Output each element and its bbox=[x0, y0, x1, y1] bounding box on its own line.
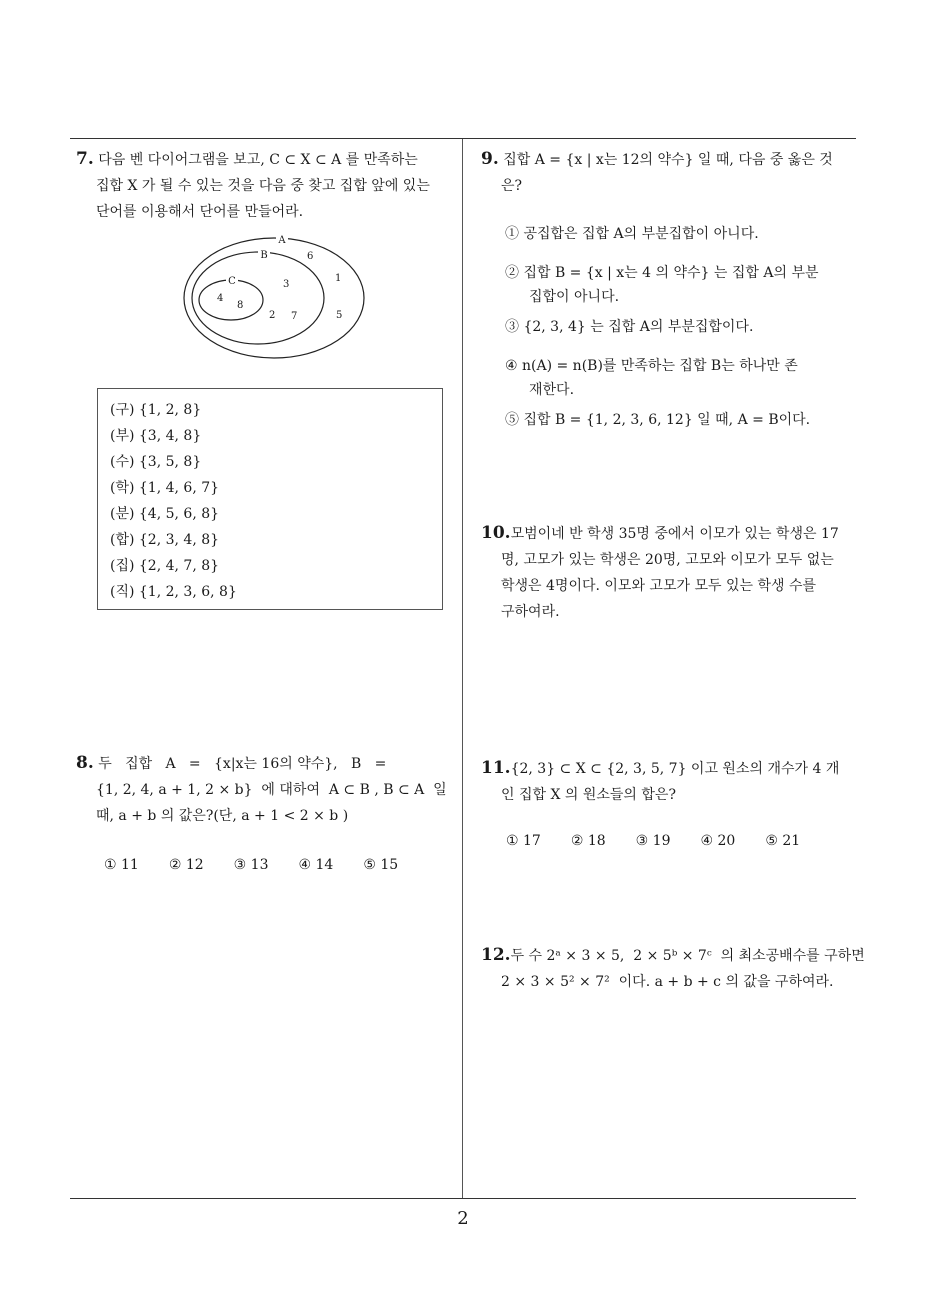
question-8-line-3: 때, a + b 의 값은?(단, a + 1 < 2 × b ) bbox=[96, 808, 349, 824]
option-item: (직) {1, 2, 3, 6, 8} bbox=[110, 584, 237, 600]
venn-label-c: C bbox=[228, 276, 236, 287]
question-9 bbox=[481, 146, 861, 199]
choice-item[interactable]: ② 12 bbox=[168, 857, 204, 873]
question-10-number: 10. bbox=[481, 523, 511, 543]
bottom-rule bbox=[70, 1198, 856, 1199]
choice-item[interactable]: ③ {2, 3, 4} 는 집합 A의 부분집합이다. bbox=[505, 319, 754, 335]
venn-number: 7 bbox=[291, 311, 298, 322]
venn-label-b: B bbox=[260, 250, 268, 261]
venn-set-b bbox=[192, 252, 324, 344]
choice-item[interactable]: ⑤ 21 bbox=[765, 833, 801, 849]
question-10-line-1: 10.모범이네 반 학생 35명 중에서 이모가 있는 학생은 17 bbox=[481, 523, 839, 543]
venn-number: 6 bbox=[307, 251, 314, 262]
question-12 bbox=[481, 942, 865, 995]
question-9-line-2: 은? bbox=[501, 178, 523, 194]
question-8-choices bbox=[104, 857, 428, 873]
option-item: (분) {4, 5, 6, 8} bbox=[110, 506, 220, 522]
question-8 bbox=[76, 750, 462, 829]
choice-item[interactable]: ② 18 bbox=[570, 833, 606, 849]
choice-item[interactable]: ② 집합 B = {x | x는 4 의 약수} 는 집합 A의 부분 집합이 아니다. bbox=[505, 265, 819, 305]
venn-number: 2 bbox=[269, 310, 276, 321]
question-7-line-1: 7. 다음 벤 다이어그램을 보고, C ⊂ X ⊂ A 를 만족하는 bbox=[76, 149, 418, 169]
choice-item[interactable]: ① 17 bbox=[506, 833, 541, 849]
option-item: (부) {3, 4, 8} bbox=[110, 428, 202, 444]
top-rule bbox=[70, 138, 856, 139]
choice-item[interactable]: ⑤ 집합 B = {1, 2, 3, 6, 12} 일 때, A = B이다. bbox=[505, 412, 811, 428]
option-item: (합) {2, 3, 4, 8} bbox=[110, 532, 220, 548]
choice-item[interactable]: ③ 13 bbox=[233, 857, 269, 873]
venn-number: 1 bbox=[335, 273, 342, 284]
question-7-line-2: 집합 X 가 될 수 있는 것을 다음 중 찾고 집합 앞에 있는 bbox=[96, 178, 430, 194]
question-12-line-2: 2 × 3 × 5² × 7² 이다. a + b + c 의 값을 구하여라. bbox=[501, 974, 834, 990]
choice-item[interactable]: ① 11 bbox=[104, 857, 139, 873]
venn-number: 3 bbox=[283, 279, 290, 290]
question-7 bbox=[76, 146, 462, 225]
choice-item[interactable]: ③ 19 bbox=[635, 833, 671, 849]
question-12-number: 12. bbox=[481, 945, 511, 965]
option-item: (집) {2, 4, 7, 8} bbox=[110, 558, 220, 574]
venn-label-a: A bbox=[278, 235, 286, 246]
option-item: (구) {1, 2, 8} bbox=[110, 402, 202, 418]
question-10-line-2: 명, 고모가 있는 학생은 20명, 고모와 이모가 모두 없는 bbox=[501, 552, 834, 568]
venn-number: 8 bbox=[237, 300, 244, 311]
question-11-number: 11. bbox=[481, 758, 511, 778]
question-11-choices bbox=[506, 833, 830, 849]
option-item: (학) {1, 4, 6, 7} bbox=[110, 480, 220, 496]
choice-item[interactable]: ④ 14 bbox=[298, 857, 334, 873]
page-number: 2 bbox=[457, 1208, 469, 1229]
question-10-line-3: 학생은 4명이다. 이모와 고모가 모두 있는 학생 수를 bbox=[501, 578, 816, 594]
question-7-options-box bbox=[97, 388, 443, 610]
question-9-line-1: 9. 집합 A = {x | x는 12의 약수} 일 때, 다음 중 옳은 것 bbox=[481, 149, 833, 169]
column-divider bbox=[462, 139, 463, 1198]
choice-item[interactable]: ④ n(A) = n(B)를 만족하는 집합 B는 하나만 존 재한다. bbox=[505, 358, 798, 398]
venn-number: 4 bbox=[217, 293, 224, 304]
question-11-line-2: 인 집합 X 의 원소들의 합은? bbox=[501, 787, 676, 803]
question-8-number: 8. bbox=[76, 753, 94, 773]
question-7-line-3: 단어를 이용해서 단어를 만들어라. bbox=[96, 204, 304, 220]
choice-item[interactable]: ⑤ 15 bbox=[363, 857, 399, 873]
question-11-line-1: 11.{2, 3} ⊂ X ⊂ {2, 3, 5, 7} 이고 원소의 개수가 4 개 bbox=[481, 758, 840, 778]
question-7-number: 7. bbox=[76, 149, 94, 169]
question-8-line-2: {1, 2, 4, a + 1, 2 × b} 에 대하여 A ⊂ B , B ⊂ A 일 bbox=[96, 782, 447, 798]
question-10 bbox=[481, 520, 861, 625]
question-8-line-1: 8. 두 집합 A = {x|x는 16의 약수}, B = bbox=[76, 753, 387, 773]
option-item: (수) {3, 5, 8} bbox=[110, 454, 202, 470]
question-10-line-4: 구하여라. bbox=[501, 604, 560, 620]
question-9-number: 9. bbox=[481, 149, 499, 169]
question-11 bbox=[481, 755, 861, 808]
choice-item[interactable]: ① 공집합은 집합 A의 부분집합이 아니다. bbox=[505, 226, 759, 242]
venn-set-a bbox=[184, 238, 364, 358]
venn-diagram bbox=[180, 232, 372, 364]
venn-number: 5 bbox=[336, 310, 343, 321]
question-12-line-1: 12.두 수 2ᵃ × 3 × 5, 2 × 5ᵇ × 7ᶜ 의 최소공배수를 구하면 bbox=[481, 945, 865, 965]
choice-item[interactable]: ④ 20 bbox=[700, 833, 736, 849]
